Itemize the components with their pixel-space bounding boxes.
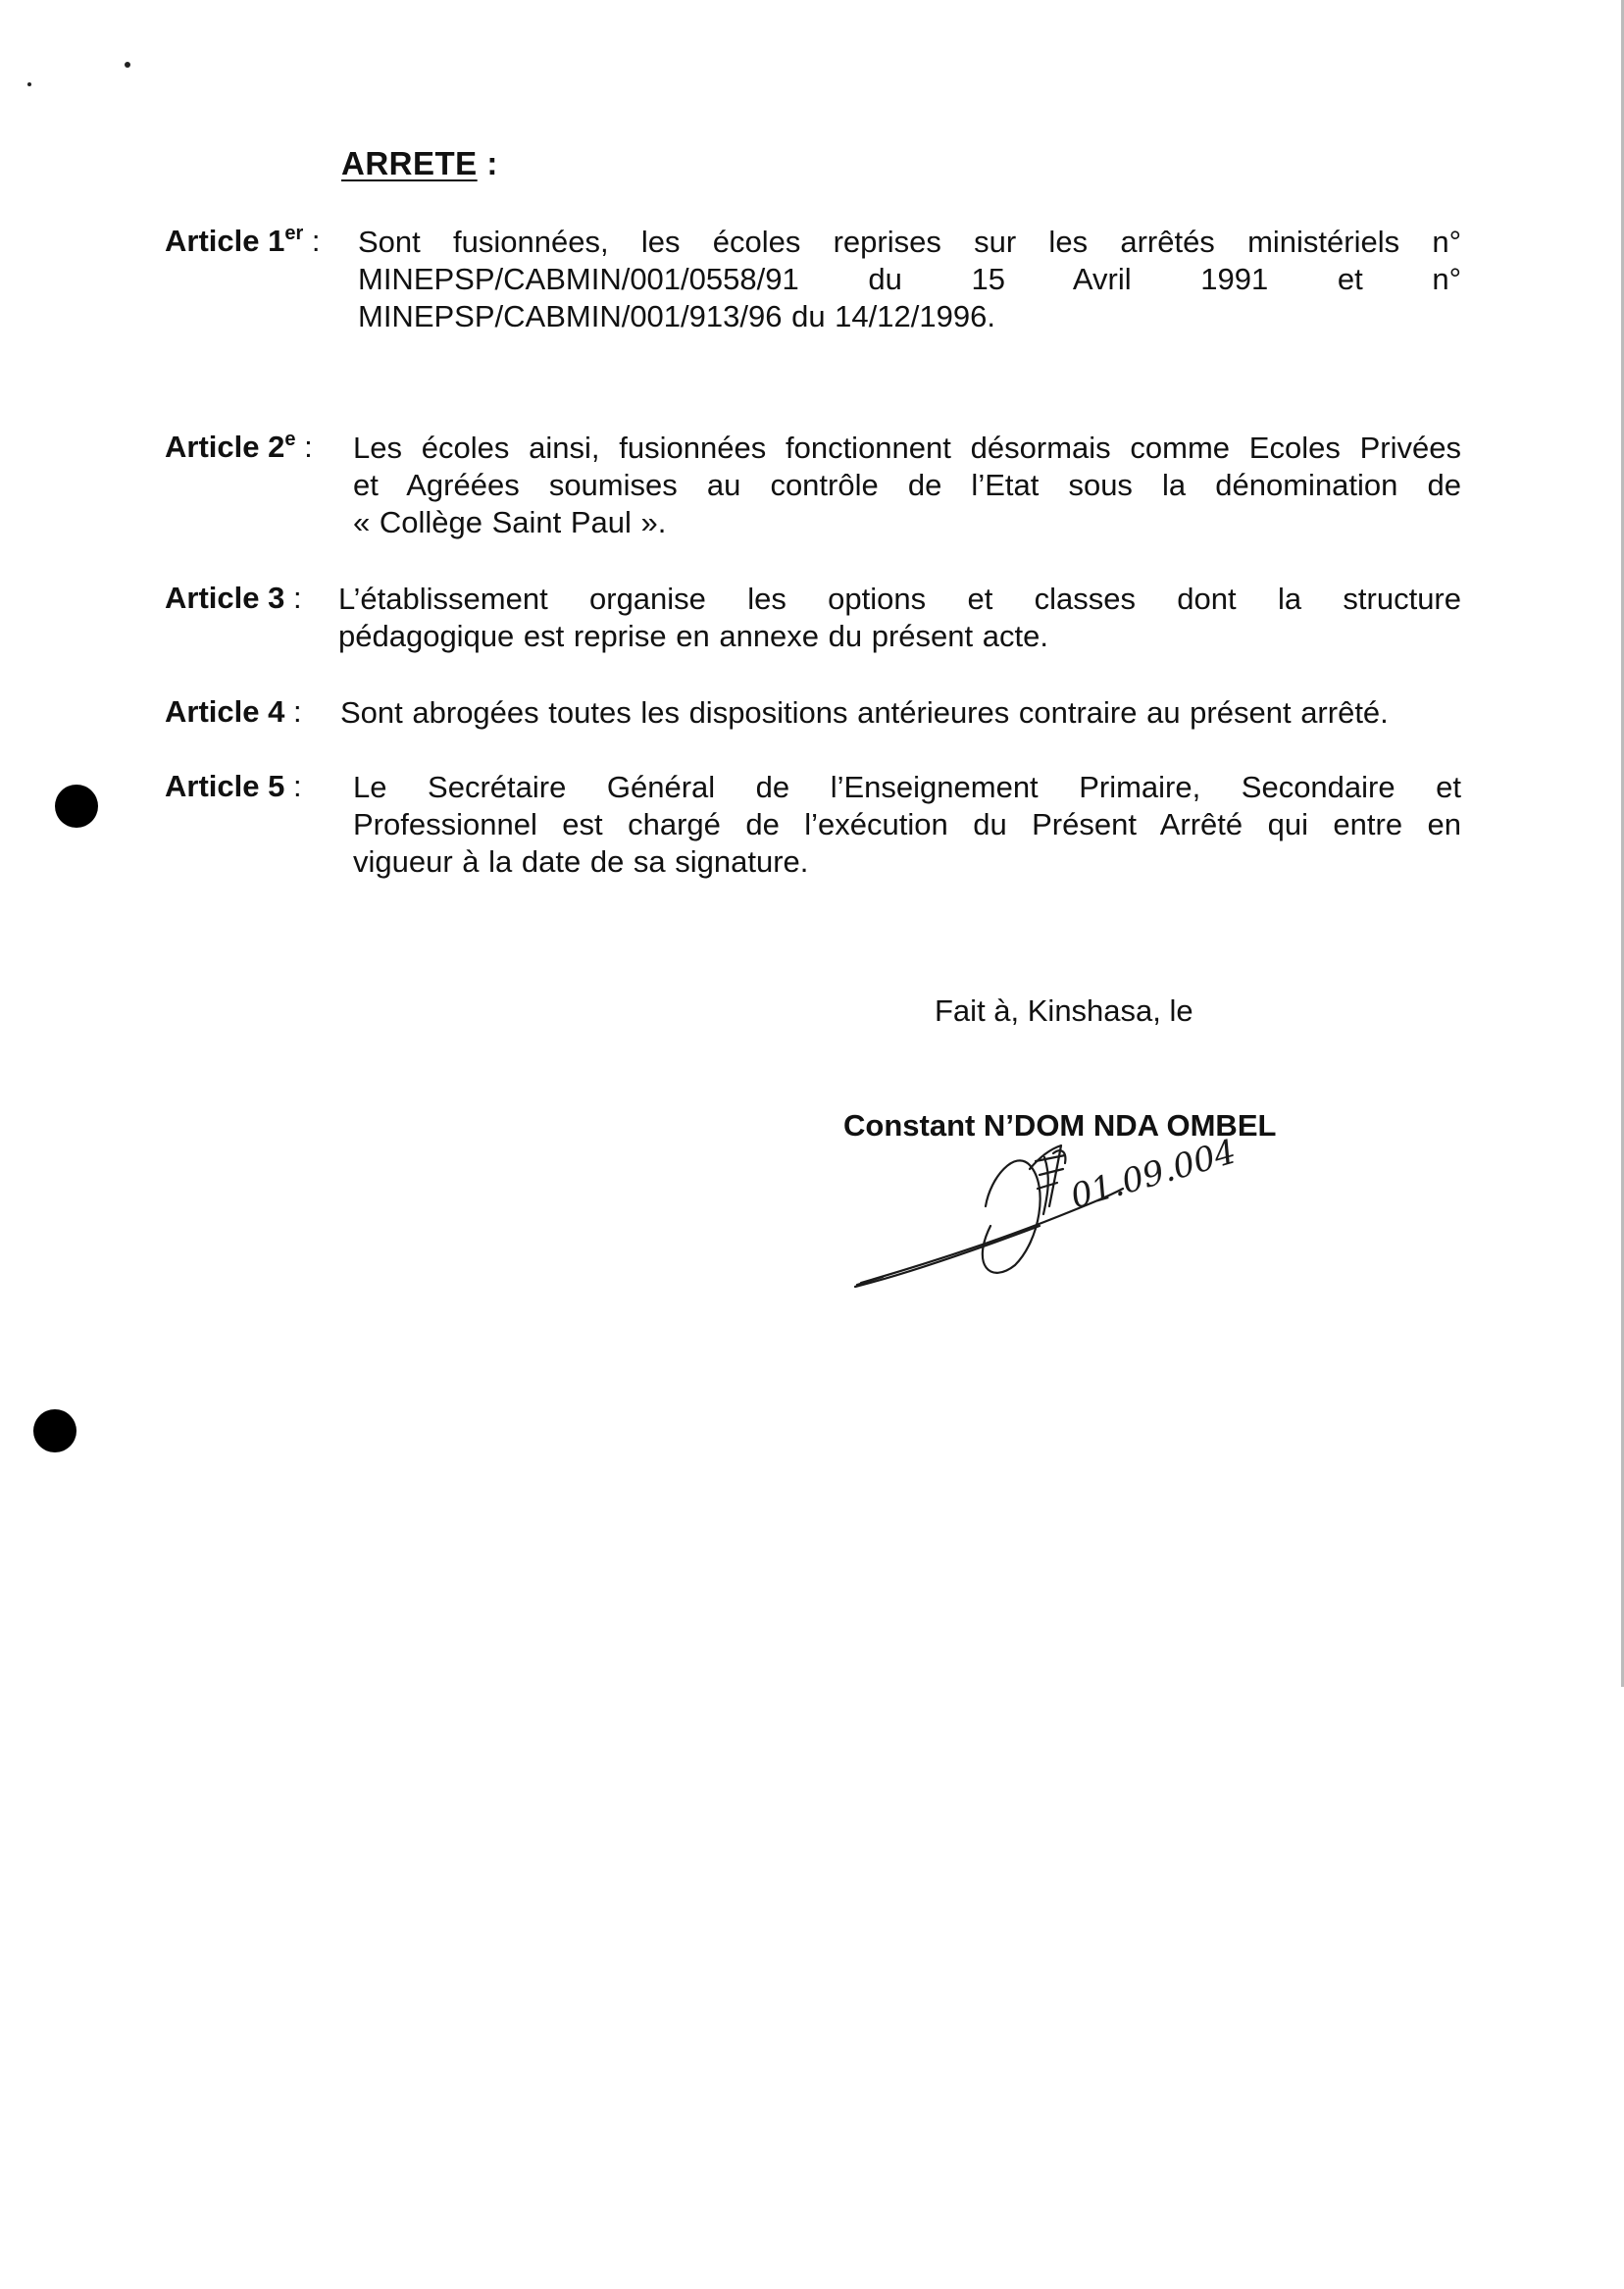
punch-hole-lower [33,1409,76,1452]
article-1-body [358,224,1461,335]
article-5-line: Le Secrétaire Général de l’Enseignement Primaire, Secondaire et [353,770,1461,804]
article-2-label: Article 2e : [165,429,313,464]
heading-text: ARRETE [341,145,478,181]
article-2-line: « Collège Saint Paul ». [353,505,667,539]
punch-hole-upper [55,785,98,828]
article-5-label: Article 5 : [165,769,302,803]
scan-speck [27,82,31,86]
article-5-body [353,769,1461,881]
article-4-line: Sont abrogées toutes les dispositions antérieures contraire au présent arrêté. [340,695,1389,730]
article-2-line: Les écoles ainsi, fusionnées fonctionnent désormais comme Ecoles Privées [353,431,1461,465]
heading-colon: : [477,145,498,181]
article-3-line: pédagogique est reprise en annexe du présent acte. [338,619,1048,653]
place-date-line: Fait à, Kinshasa, le [935,993,1193,1028]
article-1-line: Sont fusionnées, les écoles reprises sur les arrêtés ministériels n° [358,225,1461,259]
article-3-label: Article 3 : [165,581,302,615]
signature-date: 01.09.004 [1066,1132,1241,1217]
signatory-name: Constant N’DOM NDA OMBEL [843,1108,1277,1143]
document-heading [341,145,498,182]
article-2-body [353,430,1461,541]
article-3-body [338,581,1461,655]
article-3-line: L’établissement organise les options et classes dont la structure [338,582,1461,616]
article-5-line: vigueur à la date de sa signature. [353,844,809,879]
article-1-label: Article 1er : [165,223,321,258]
article-1-line: MINEPSP/CABMIN/001/913/96 du 14/12/1996. [358,299,995,333]
handwritten-signature [843,1118,1275,1314]
article-4-label: Article 4 : [165,694,302,729]
article-2-line: et Agréées soumises au contrôle de l’Etat sous la dénomination de [353,468,1461,502]
article-1-line: MINEPSP/CABMIN/001/0558/91 du 15 Avril 1991 et n° [358,262,1461,296]
scan-speck [125,62,130,68]
article-4-body [340,694,1468,732]
article-5-line: Professionnel est chargé de l’exécution du Présent Arrêté qui entre en [353,807,1461,841]
